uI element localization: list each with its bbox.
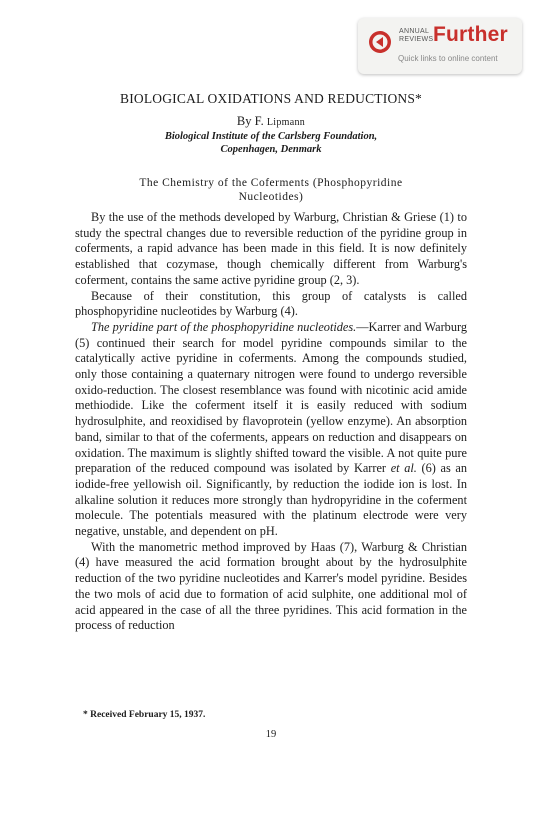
brand-annual: ANNUAL — [399, 28, 430, 35]
paragraph-3-text: —Karrer and Warburg (5) continued their search for model pyridine compounds similar to the catalytically active pyridine in coferments. Among the compounds studied, only those containing a quaternary nitrogen were found to undergo reversible oxido-reduction. The closest resemblance was found with nicotinic acid amide methiodide. Like the coferment itself it is easily reduced with sodium hydrosulphite, and reoxidised by flavoprotein (yellow enzyme). An absorption band, similar to that of the coferments, appears on reduction and disappears on oxidation. The maximum is slightly shifted toward the visible. A not quite pure preparation of the reduced compound was isolated by Karrer — [75, 319, 467, 476]
author-name: Lipmann — [266, 117, 306, 128]
received-footnote: * Received February 15, 1937. — [83, 710, 206, 720]
paragraph-3-run-in-heading: The pyridine part of the phosphopyridine nucleotides. — [91, 319, 357, 334]
affiliation-line-1: Biological Institute of the Carlsberg Foundation, — [164, 131, 378, 142]
annual-reviews-logo-icon — [368, 30, 392, 54]
author-prefix: By F. — [236, 114, 267, 128]
paragraph-3-text-continued: (6) as an iodide-free yellowish oil. Significantly, by reduction the iodide ion is lost. In alkaline solution it reduces more strongly than hydropyridine in the coferment molecule. The potentials measured with the platinum electrode were very negative, unstable, and dependent on pH. — [75, 461, 467, 539]
section-heading-line-2: Nucleotides) — [238, 191, 304, 203]
annual-reviews-further-banner[interactable] — [358, 18, 522, 74]
brand-reviews: REVIEWS — [399, 36, 434, 43]
affiliation-line-2: Copenhagen, Denmark — [220, 144, 322, 155]
paragraph-4: With the manometric method improved by Haas (7), Warburg & Christian (4) have measured the acid formation brought about by the hydrosulphite reduction of the two pyridine nucleotides and Karrer's model pyridine. Besides the two mols of acid due to formation of acid sulphite, one additional mol of acid appeared in the case of all the three pyridines. This acid formation in the process of reduction — [75, 539, 467, 633]
further-title[interactable]: Further — [433, 23, 508, 46]
article-author — [0, 114, 542, 129]
paragraph-1: By the use of the methods developed by Warburg, Christian & Griese (1) to study the spectral changes due to reversible reduction of the pyridine group in coferments, a rapid advance has been made in this field. It is now definitely established that cozymase, though chemically different from Warburg's coferment, contains the same active pyridine group (2, 3). — [75, 210, 467, 287]
section-heading-line-1: The Chemistry of the Coferments (Phosphopyridine — [139, 177, 403, 189]
paragraph-3-et-al: et al. — [390, 461, 417, 476]
further-subtitle[interactable]: Quick links to online content — [398, 54, 498, 63]
paragraph-2: Because of their constitution, this group of catalysts is called phosphopyridine nucleotides by Warburg (4). — [75, 288, 467, 319]
article-body — [75, 210, 467, 634]
article-title: BIOLOGICAL OXIDATIONS AND REDUCTIONS* — [119, 91, 422, 106]
paragraph-3 — [75, 320, 467, 540]
page-number: 19 — [265, 729, 277, 740]
